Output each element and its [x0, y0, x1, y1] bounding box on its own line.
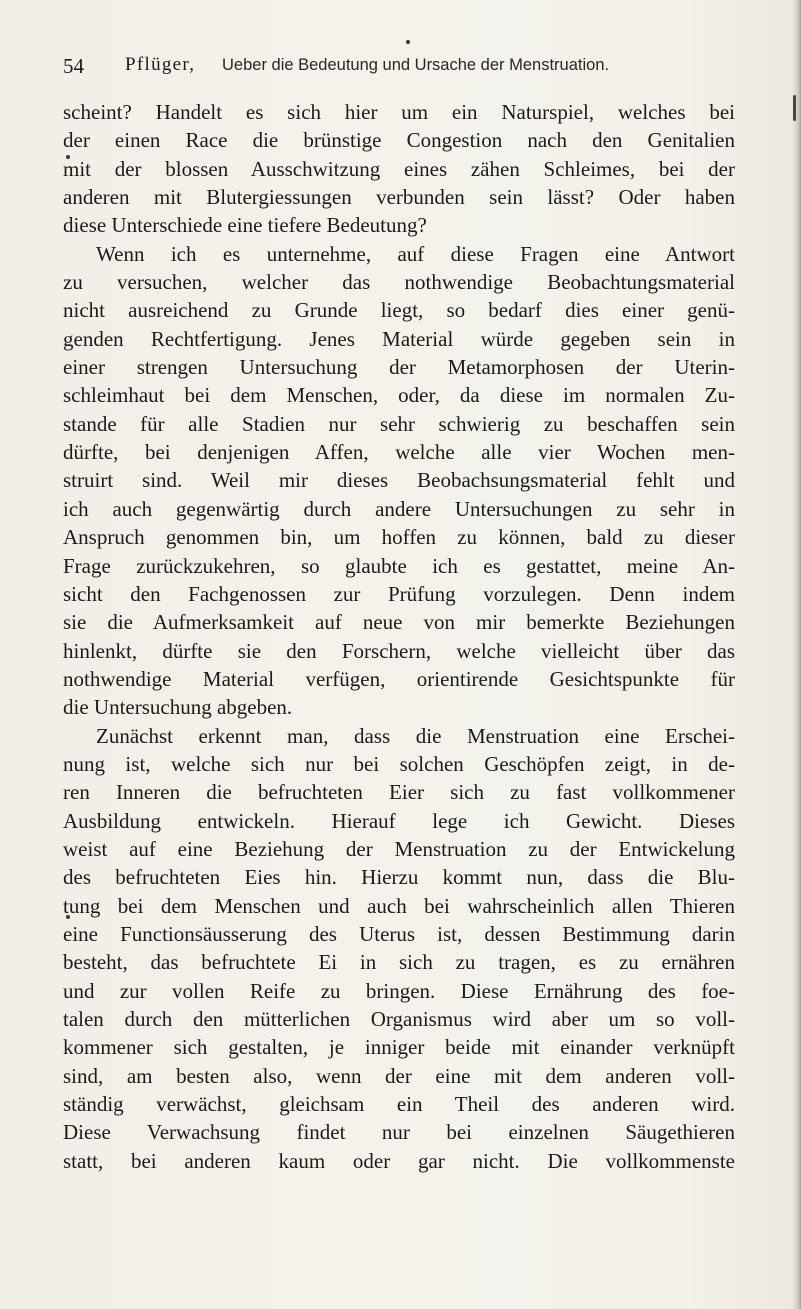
text-line: ich auch gegenwärtig durch andere Untersuchungen zu sehr in: [63, 496, 735, 521]
text-line: tung bei dem Menschen und auch bei wahrscheinlich allen Thieren: [63, 893, 735, 918]
text-line: kommener sich gestalten, je inniger beide mit einander verknüpft: [63, 1035, 735, 1060]
running-head: [63, 50, 763, 80]
running-head-title: Ueber die Bedeutung und Ursache der Menstruation.: [222, 56, 610, 74]
text-line: talen durch den mütterlichen Organismus wird aber um so voll-: [63, 1007, 735, 1031]
text-line: Zunächst erkennt man, dass die Menstruation eine Erschei-: [96, 723, 735, 748]
text-line: zu versuchen, welcher das nothwendige Beobachtungsmaterial: [63, 270, 735, 295]
text-line: Anspruch genommen bin, um hoffen zu können, bald zu dieser: [63, 525, 735, 550]
text-line: eine Functionsäusserung des Uterus ist, dessen Bestimmung darin: [63, 921, 735, 946]
text-line: struirt sind. Weil mir dieses Beobachsungsmaterial fehlt und: [63, 468, 735, 493]
text-line: weist auf eine Beziehung der Menstruation zu der Entwickelung: [63, 836, 735, 861]
text-line: der einen Race die brünstige Congestion nach den Genitalien: [63, 128, 735, 153]
text-line: besteht, das befruchtete Ei in sich zu tragen, es zu ernähren: [63, 950, 735, 975]
text-line: mit der blossen Ausschwitzung eines zähen Schleimes, bei der: [63, 156, 735, 181]
ink-speck: [406, 40, 410, 44]
text-line: stande für alle Stadien nur sehr schwierig zu beschaffen sein: [63, 411, 735, 436]
text-line: nothwendige Material verfügen, orientirende Gesichtspunkte für: [63, 666, 735, 691]
running-head-author: Pflüger,: [125, 54, 196, 75]
text-line: anderen mit Blutergiessungen verbunden sein lässt? Oder haben: [63, 185, 735, 210]
text-line: sie die Aufmerksamkeit auf neue von mir bemerkte Beziehungen: [63, 610, 735, 635]
text-line: sicht den Fachgenossen zur Prüfung vorzulegen. Denn indem: [63, 581, 735, 606]
text-line: nicht ausreichend zu Grunde liegt, so bedarf dies einer genü-: [63, 298, 735, 323]
text-line: nung ist, welche sich nur bei solchen Geschöpfen zeigt, in de-: [63, 751, 735, 776]
page-edge-shadow: [792, 0, 801, 1309]
ink-speck: [793, 95, 796, 121]
text-line: hinlenkt, dürfte sie den Forschern, welche vielleicht über das: [63, 638, 735, 663]
text-line: und zur vollen Reife zu bringen. Diese Ernährung des foe-: [63, 978, 735, 1003]
text-line: statt, bei anderen kaum oder gar nicht. Die vollkommenste: [63, 1148, 735, 1173]
page-number: 54: [63, 54, 84, 78]
text-line: dürfte, bei denjenigen Affen, welche alle vier Wochen men-: [63, 440, 735, 465]
text-line: Diese Verwachsung findet nur bei einzelnen Säugethieren: [63, 1120, 735, 1145]
text-line: schleimhaut bei dem Menschen, oder, da diese im normalen Zu-: [63, 383, 735, 408]
text-line: ren Inneren die befruchteten Eier sich zu fast vollkommener: [63, 780, 735, 805]
text-line: genden Rechtfertigung. Jenes Material würde gegeben sein in: [63, 326, 735, 351]
text-line: die Untersuchung abgeben.: [63, 695, 293, 720]
text-line: des befruchteten Eies hin. Hierzu kommt nun, dass die Blu-: [63, 865, 735, 890]
text-line: einer strengen Untersuchung der Metamorphosen der Uterin-: [63, 355, 735, 380]
text-line: diese Unterschiede eine tiefere Bedeutung?: [63, 213, 427, 238]
body-text: [63, 98, 735, 1175]
text-line: ständig verwächst, gleichsam ein Theil des anderen wird.: [63, 1092, 735, 1117]
text-line: scheint? Handelt es sich hier um ein Naturspiel, welches bei: [63, 100, 735, 124]
text-line: Frage zurückzukehren, so glaubte ich es gestattet, meine An-: [63, 553, 735, 578]
text-line: sind, am besten also, wenn der eine mit dem anderen voll-: [63, 1063, 735, 1088]
text-line: Wenn ich es unternehme, auf diese Fragen eine Antwort: [96, 241, 735, 266]
text-line: Ausbildung entwickeln. Hierauf lege ich Gewicht. Dieses: [63, 808, 735, 833]
